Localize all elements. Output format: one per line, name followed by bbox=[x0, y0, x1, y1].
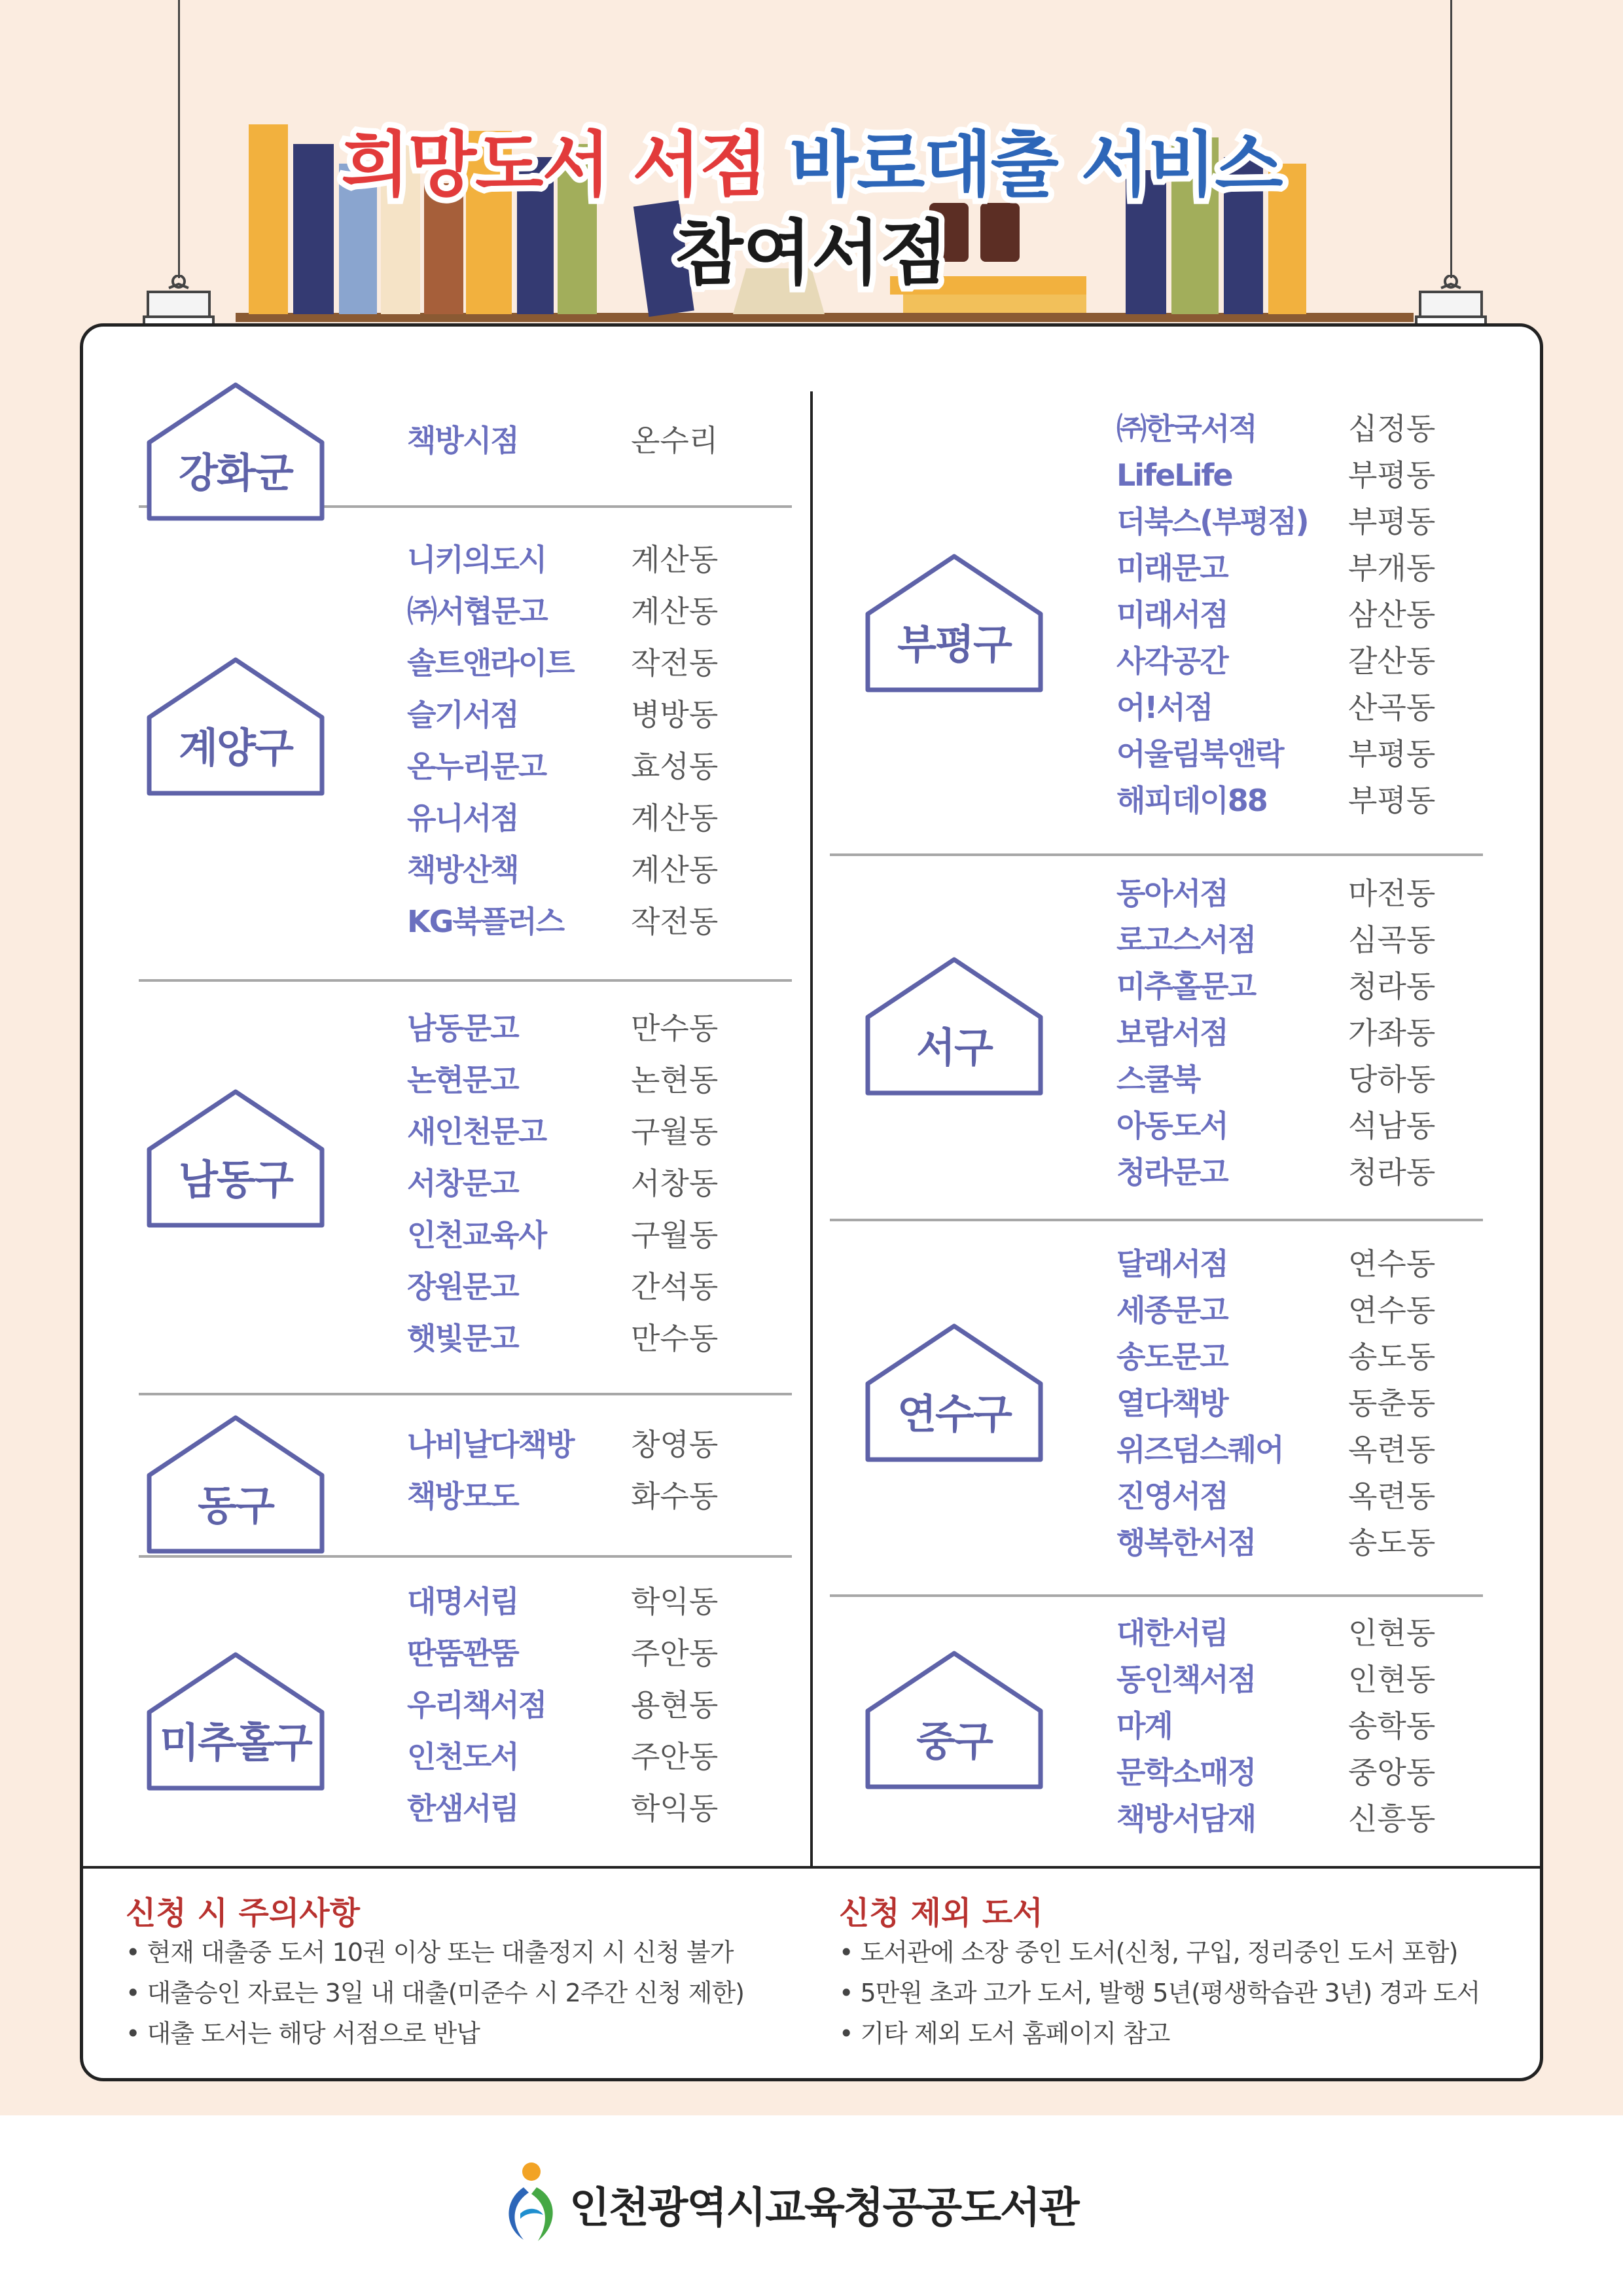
store-dong: 학익동 bbox=[631, 1791, 719, 1826]
store-list-ganghwa bbox=[407, 415, 774, 467]
list-item bbox=[407, 1261, 774, 1313]
store-name: LifeLife bbox=[1116, 457, 1232, 493]
store-dong: 용현동 bbox=[631, 1687, 719, 1723]
district-badge-gyeyang bbox=[144, 655, 327, 798]
store-dong: 구월동 bbox=[631, 1217, 719, 1253]
org-name: 인천광역시교육청공공도서관 bbox=[569, 2184, 1079, 2233]
separator bbox=[830, 853, 1483, 856]
store-name: 청라문고 bbox=[1116, 1155, 1228, 1190]
list-item bbox=[407, 1783, 774, 1835]
store-list-michuhol bbox=[407, 1576, 774, 1835]
page-title bbox=[0, 108, 1623, 209]
list-item bbox=[1116, 917, 1483, 963]
store-dong: 인현동 bbox=[1348, 1662, 1436, 1697]
list-item bbox=[407, 1679, 774, 1731]
store-dong: 산곡동 bbox=[1348, 690, 1436, 725]
store-name: 동인책서점 bbox=[1116, 1662, 1256, 1697]
store-name: 진영서점 bbox=[1116, 1479, 1228, 1514]
store-list-yeonsu bbox=[1116, 1241, 1483, 1566]
separator bbox=[830, 1594, 1483, 1597]
store-name: 어!서점 bbox=[1116, 690, 1213, 725]
store-name: 대한서림 bbox=[1116, 1615, 1228, 1651]
store-name: 세종문고 bbox=[1116, 1293, 1228, 1328]
list-item bbox=[1116, 1103, 1483, 1149]
store-dong: 만수동 bbox=[631, 1321, 719, 1356]
store-dong: 송도동 bbox=[1348, 1525, 1436, 1560]
store-dong: 연수동 bbox=[1348, 1293, 1436, 1328]
list-item bbox=[407, 741, 774, 793]
district-label: 중구 bbox=[916, 1717, 992, 1765]
list-item bbox=[1116, 592, 1483, 638]
list-item bbox=[1116, 778, 1483, 824]
list-item bbox=[407, 637, 774, 689]
store-name: 온누리문고 bbox=[407, 749, 546, 784]
store-name: 책방시점 bbox=[407, 423, 518, 458]
caution-title: 신청 시 주의사항 bbox=[126, 1895, 360, 1931]
store-name: ㈜서협문고 bbox=[407, 594, 547, 629]
district-label: 남동구 bbox=[179, 1156, 293, 1204]
store-dong: 계산동 bbox=[631, 594, 719, 629]
list-item bbox=[1116, 545, 1483, 592]
list-item: • 도서관에 소장 중인 도서(신청, 구입, 정리중인 도서 포함) bbox=[839, 1938, 1458, 1967]
list-item bbox=[407, 415, 774, 467]
store-dong: 부평동 bbox=[1348, 504, 1436, 539]
store-name: 행복한서점 bbox=[1116, 1525, 1256, 1560]
list-item bbox=[1116, 1241, 1483, 1287]
district-label: 동구 bbox=[198, 1482, 274, 1530]
list-item bbox=[407, 896, 774, 948]
list-item bbox=[407, 1576, 774, 1628]
district-label: 강화군 bbox=[179, 449, 293, 497]
store-dong: 연수동 bbox=[1348, 1246, 1436, 1282]
store-dong: 작전동 bbox=[631, 645, 719, 681]
store-name: 열다책방 bbox=[1116, 1386, 1228, 1421]
store-name: 햇빛문고 bbox=[407, 1321, 518, 1356]
store-list-jung bbox=[1116, 1610, 1483, 1842]
store-list-seo bbox=[1116, 870, 1483, 1196]
list-item bbox=[407, 1054, 774, 1106]
excluded-list bbox=[839, 1932, 1480, 2054]
store-name: 로고스서점 bbox=[1116, 922, 1256, 958]
store-name: 위즈덤스퀘어 bbox=[1116, 1432, 1283, 1467]
district-badge-ganghwa bbox=[144, 380, 327, 524]
store-name: 유니서점 bbox=[407, 800, 518, 836]
separator bbox=[830, 1219, 1483, 1221]
store-dong: 계산동 bbox=[631, 852, 719, 888]
store-name: KG북플러스 bbox=[407, 904, 564, 939]
store-dong: 갈산동 bbox=[1348, 643, 1436, 679]
list-item bbox=[407, 1106, 774, 1158]
list-item bbox=[1116, 1287, 1483, 1334]
list-item bbox=[1116, 1657, 1483, 1703]
list-item bbox=[1116, 731, 1483, 778]
list-item bbox=[407, 1158, 774, 1210]
store-dong: 중앙동 bbox=[1348, 1755, 1436, 1790]
store-name: ㈜한국서적 bbox=[1116, 411, 1257, 446]
list-item: • 5만원 초과 고가 도서, 발행 5년(평생학습관 3년) 경과 도서 bbox=[839, 1979, 1480, 2007]
district-badge-seo bbox=[863, 954, 1046, 1098]
list-item bbox=[1116, 499, 1483, 545]
store-dong: 학익동 bbox=[631, 1584, 719, 1619]
store-dong: 계산동 bbox=[631, 800, 719, 836]
footer-brand bbox=[497, 2161, 1079, 2246]
list-item bbox=[1116, 1703, 1483, 1749]
list-item bbox=[1116, 638, 1483, 685]
store-name: 미래서점 bbox=[1116, 597, 1228, 632]
store-name: 마계 bbox=[1116, 1708, 1172, 1744]
notice-divider bbox=[80, 1866, 1543, 1869]
title-part-red: 희망도서 서점 bbox=[341, 124, 767, 206]
store-name: 사각공간 bbox=[1116, 643, 1228, 679]
district-badge-dong bbox=[144, 1412, 327, 1556]
district-badge-jung bbox=[863, 1648, 1046, 1792]
store-dong: 논현동 bbox=[631, 1062, 719, 1098]
store-dong: 십정동 bbox=[1348, 411, 1436, 446]
list-item bbox=[1116, 1056, 1483, 1103]
store-name: 남동문고 bbox=[407, 1011, 518, 1046]
store-list-bupyeong bbox=[1116, 406, 1483, 824]
store-dong: 송학동 bbox=[1348, 1708, 1436, 1744]
store-dong: 주안동 bbox=[631, 1636, 719, 1671]
store-dong: 옥련동 bbox=[1348, 1479, 1436, 1514]
store-dong: 송도동 bbox=[1348, 1339, 1436, 1374]
list-item bbox=[407, 689, 774, 741]
store-list-namdong bbox=[407, 1003, 774, 1365]
store-dong: 간석동 bbox=[631, 1269, 719, 1304]
list-item bbox=[1116, 452, 1483, 499]
store-name: 해피데이88 bbox=[1116, 783, 1267, 818]
list-item bbox=[1116, 1334, 1483, 1380]
list-item bbox=[1116, 1380, 1483, 1427]
list-item bbox=[1116, 1610, 1483, 1657]
store-name: 스쿨북 bbox=[1116, 1062, 1200, 1097]
store-dong: 부평동 bbox=[1348, 736, 1436, 772]
store-name: 딴뚬꽌뚬 bbox=[407, 1636, 518, 1671]
store-list-gyeyang bbox=[407, 534, 774, 948]
library-logo-icon bbox=[497, 2161, 563, 2246]
store-dong: 삼산동 bbox=[1348, 597, 1436, 632]
store-dong: 화수동 bbox=[631, 1479, 719, 1514]
store-dong: 심곡동 bbox=[1348, 922, 1436, 958]
list-item bbox=[1116, 1520, 1483, 1566]
store-dong: 서창동 bbox=[631, 1166, 719, 1201]
list-item bbox=[407, 1731, 774, 1783]
store-dong: 동춘동 bbox=[1348, 1386, 1436, 1421]
list-item bbox=[407, 534, 774, 586]
district-label: 연수구 bbox=[897, 1390, 1011, 1438]
district-badge-namdong bbox=[144, 1086, 327, 1230]
store-dong: 부평동 bbox=[1348, 783, 1436, 818]
store-name: 솔트앤라이트 bbox=[407, 645, 574, 681]
district-label: 서구 bbox=[916, 1024, 992, 1071]
list-item bbox=[407, 793, 774, 844]
store-dong: 인현동 bbox=[1348, 1615, 1436, 1651]
district-label: 계양구 bbox=[179, 724, 293, 772]
list-item bbox=[1116, 963, 1483, 1010]
store-name: 책방서담재 bbox=[1116, 1801, 1256, 1837]
store-list-dong bbox=[407, 1419, 774, 1522]
footer bbox=[0, 2115, 1623, 2296]
store-dong: 온수리 bbox=[631, 423, 719, 458]
store-name: 우리책서점 bbox=[407, 1687, 546, 1723]
store-dong: 효성동 bbox=[631, 749, 719, 784]
store-dong: 주안동 bbox=[631, 1739, 719, 1774]
store-dong: 작전동 bbox=[631, 904, 719, 939]
list-item bbox=[407, 586, 774, 637]
store-name: 아동도서 bbox=[1116, 1108, 1228, 1143]
list-item bbox=[1116, 1149, 1483, 1196]
store-dong: 병방동 bbox=[631, 697, 719, 732]
store-dong: 가좌동 bbox=[1348, 1015, 1436, 1050]
store-dong: 만수동 bbox=[631, 1011, 719, 1046]
store-name: 책방모도 bbox=[407, 1479, 518, 1514]
column-divider bbox=[810, 391, 813, 1867]
store-name: 문학소매정 bbox=[1116, 1755, 1256, 1790]
store-name: 어울림북앤락 bbox=[1116, 736, 1283, 772]
district-label: 미추홀구 bbox=[160, 1719, 312, 1767]
store-dong: 부개동 bbox=[1348, 550, 1436, 586]
store-dong: 구월동 bbox=[631, 1114, 719, 1149]
list-item bbox=[407, 1419, 774, 1471]
list-item bbox=[407, 844, 774, 896]
district-badge-michuhol bbox=[144, 1649, 327, 1793]
store-dong: 창영동 bbox=[631, 1427, 719, 1462]
store-name: 보람서점 bbox=[1116, 1015, 1228, 1050]
store-name: 한샘서림 bbox=[407, 1791, 518, 1826]
store-name: 장원문고 bbox=[407, 1269, 518, 1304]
caution-list bbox=[126, 1932, 744, 2054]
title-part-blue: 바로대출 서비스 bbox=[789, 124, 1282, 206]
separator bbox=[139, 1393, 792, 1395]
list-item bbox=[407, 1313, 774, 1365]
list-item bbox=[1116, 1796, 1483, 1842]
store-name: 인천교육사 bbox=[407, 1217, 546, 1253]
list-item: • 대출승인 자료는 3일 내 대출(미준수 시 2주간 신청 제한) bbox=[126, 1979, 744, 2007]
store-dong: 옥련동 bbox=[1348, 1432, 1436, 1467]
store-name: 인천도서 bbox=[407, 1739, 518, 1774]
list-item bbox=[1116, 1473, 1483, 1520]
separator bbox=[139, 979, 792, 982]
store-name: 송도문고 bbox=[1116, 1339, 1228, 1374]
store-name: 논현문고 bbox=[407, 1062, 518, 1098]
store-dong: 청라동 bbox=[1348, 969, 1436, 1004]
store-dong: 청라동 bbox=[1348, 1155, 1436, 1190]
excluded-title: 신청 제외 도서 bbox=[839, 1895, 1043, 1931]
store-name: 슬기서점 bbox=[407, 697, 518, 732]
list-item: • 기타 제외 도서 홈페이지 참고 bbox=[839, 2019, 1170, 2048]
list-item bbox=[407, 1471, 774, 1522]
store-dong: 계산동 bbox=[631, 542, 719, 577]
district-label: 부평구 bbox=[897, 620, 1011, 668]
page-subtitle bbox=[0, 196, 1623, 298]
store-name: 미추홀문고 bbox=[1116, 969, 1256, 1004]
store-dong: 석남동 bbox=[1348, 1108, 1436, 1143]
store-name: 책방산책 bbox=[407, 852, 518, 888]
list-item bbox=[407, 1003, 774, 1054]
district-badge-yeonsu bbox=[863, 1321, 1046, 1465]
store-dong: 마전동 bbox=[1348, 876, 1436, 911]
store-name: 나비날다책방 bbox=[407, 1427, 574, 1462]
store-dong: 신흥동 bbox=[1348, 1801, 1436, 1837]
list-item bbox=[407, 1628, 774, 1679]
list-item bbox=[1116, 1010, 1483, 1056]
store-name: 서창문고 bbox=[407, 1166, 518, 1201]
list-item bbox=[1116, 406, 1483, 452]
list-item bbox=[1116, 685, 1483, 731]
list-item bbox=[1116, 870, 1483, 917]
store-dong: 부평동 bbox=[1348, 457, 1436, 493]
list-item bbox=[1116, 1427, 1483, 1473]
list-item bbox=[407, 1210, 774, 1261]
store-name: 니키의도시 bbox=[407, 542, 546, 577]
store-name: 새인천문고 bbox=[407, 1114, 546, 1149]
store-dong: 당하동 bbox=[1348, 1062, 1436, 1097]
store-name: 미래문고 bbox=[1116, 550, 1228, 586]
district-badge-bupyeong bbox=[863, 551, 1046, 695]
store-name: 대명서림 bbox=[407, 1584, 518, 1619]
list-item: • 현재 대출중 도서 10권 이상 또는 대출정지 시 신청 불가 bbox=[126, 1938, 734, 1967]
list-item: • 대출 도서는 해당 서점으로 반납 bbox=[126, 2019, 480, 2048]
list-item bbox=[1116, 1749, 1483, 1796]
store-name: 달래서점 bbox=[1116, 1246, 1228, 1282]
store-name: 동아서점 bbox=[1116, 876, 1228, 911]
store-name: 더북스(부평점) bbox=[1116, 504, 1308, 539]
title-line2: 참여서점 bbox=[675, 213, 948, 295]
